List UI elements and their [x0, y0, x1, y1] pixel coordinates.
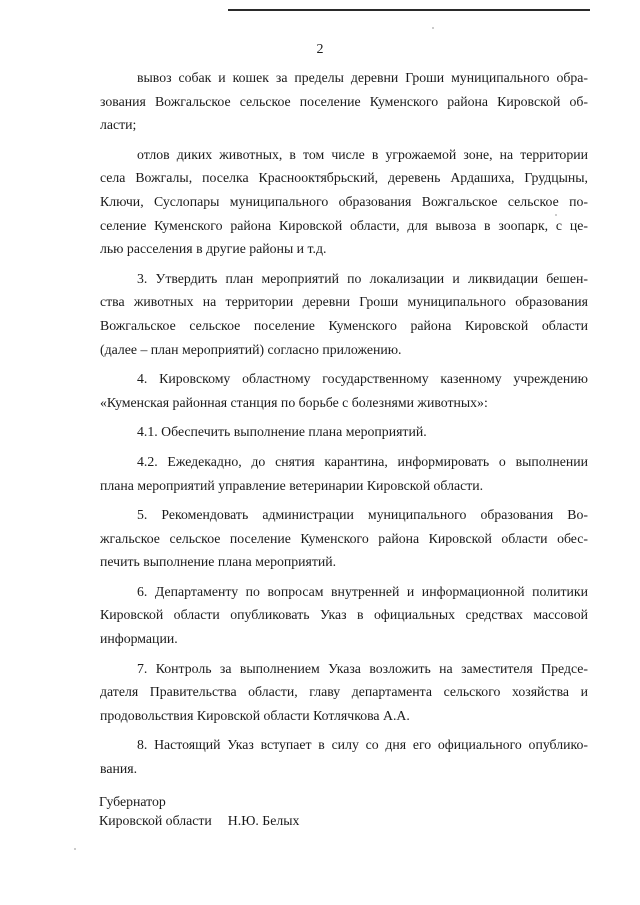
signature-name: Н.Ю. Белых [227, 813, 300, 828]
text-line: 4.2. Ежедекадно, до снятия карантина, информировать о выполнении [137, 453, 588, 469]
text-line: ласти; [100, 117, 137, 133]
paragraph-5-recommend [100, 503, 588, 574]
page-number: 2 [316, 42, 324, 57]
text-line: дателя Правительства области, главу департамента сельского хозяйства и [100, 684, 588, 700]
text-line: Ключи, Суслопары муниципального образования Вожгальское сельское по- [100, 193, 588, 209]
text-line: вания. [100, 761, 138, 777]
signature-region-line [99, 811, 299, 830]
text-line: вывоз собак и кошек за пределы деревни Гроши муниципального обра- [137, 70, 588, 85]
header-rule [228, 9, 590, 11]
text-line: (далее – план мероприятий) согласно приложению. [100, 341, 402, 357]
signature-region: Кировской области [99, 813, 212, 828]
paragraph-wild-animal-capture [100, 143, 588, 261]
text-line: печить выполнение плана мероприятий. [100, 554, 337, 570]
text-line: Вожгальское сельское поселение Куменского района Кировской области [100, 317, 588, 333]
paragraph-7-control [100, 657, 588, 728]
text-line: села Вожгалы, поселка Краснооктябрьский, деревень Ардашиха, Грудцыны, [100, 170, 588, 186]
paragraph-3-approve-plan [100, 267, 588, 361]
text-line: продовольствия Кировской области Котлячкова А.А. [100, 707, 410, 723]
paragraph-4-1 [100, 420, 588, 444]
paragraph-6-publish [100, 580, 588, 651]
text-line: селение Куменского района Кировской области, для вывоза в зоопарк, с це- [100, 217, 588, 233]
paragraph-8-effective [100, 733, 588, 780]
text-line: Кировской области опубликовать Указ в официальных средствах массовой [100, 607, 588, 623]
text-line: жгальское сельское поселение Куменского района Кировской области обес- [100, 530, 588, 546]
text-line: плана мероприятий управление ветеринарии Кировской области. [100, 477, 484, 493]
text-line: 8. Настоящий Указ вступает в силу со дня его официального опублико- [137, 737, 588, 753]
text-line: зования Вожгальское сельское поселение Куменского района Кировской об- [100, 93, 588, 109]
signature-block [99, 792, 299, 830]
scan-speck [74, 848, 76, 850]
text-line: «Куменская районная станция по борьбе с болезнями животных»: [100, 394, 488, 410]
text-line: 4.1. Обеспечить выполнение плана мероприятий. [137, 424, 427, 440]
text-line: 7. Контроль за выполнением Указа возложить на заместителя Предсе- [137, 660, 588, 676]
document-body [100, 66, 588, 781]
paragraph-4-2 [100, 450, 588, 497]
signature-title: Губернатор [99, 794, 166, 809]
text-line: отлов диких животных, в том числе в угрожаемой зоне, на территории [137, 146, 588, 162]
text-line: информации. [100, 631, 178, 647]
text-line: 4. Кировскому областному государственному казенному учреждению [137, 371, 588, 387]
paragraph-4-veterinary-station [100, 367, 588, 414]
text-line: 6. Департаменту по вопросам внутренней и информационной политики [137, 583, 588, 599]
scan-speck [555, 214, 557, 216]
text-line: 3. Утвердить план мероприятий по локализации и ликвидации бешен- [137, 270, 588, 286]
scan-speck [432, 27, 434, 29]
text-line: 5. Рекомендовать администрации муниципального образования Во- [137, 507, 588, 523]
paragraph-dog-cat-removal [100, 66, 588, 137]
text-line: ства животных на территории деревни Гроши муниципального образования [100, 294, 588, 310]
text-line: лью расселения в другие районы и т.д. [100, 241, 327, 257]
